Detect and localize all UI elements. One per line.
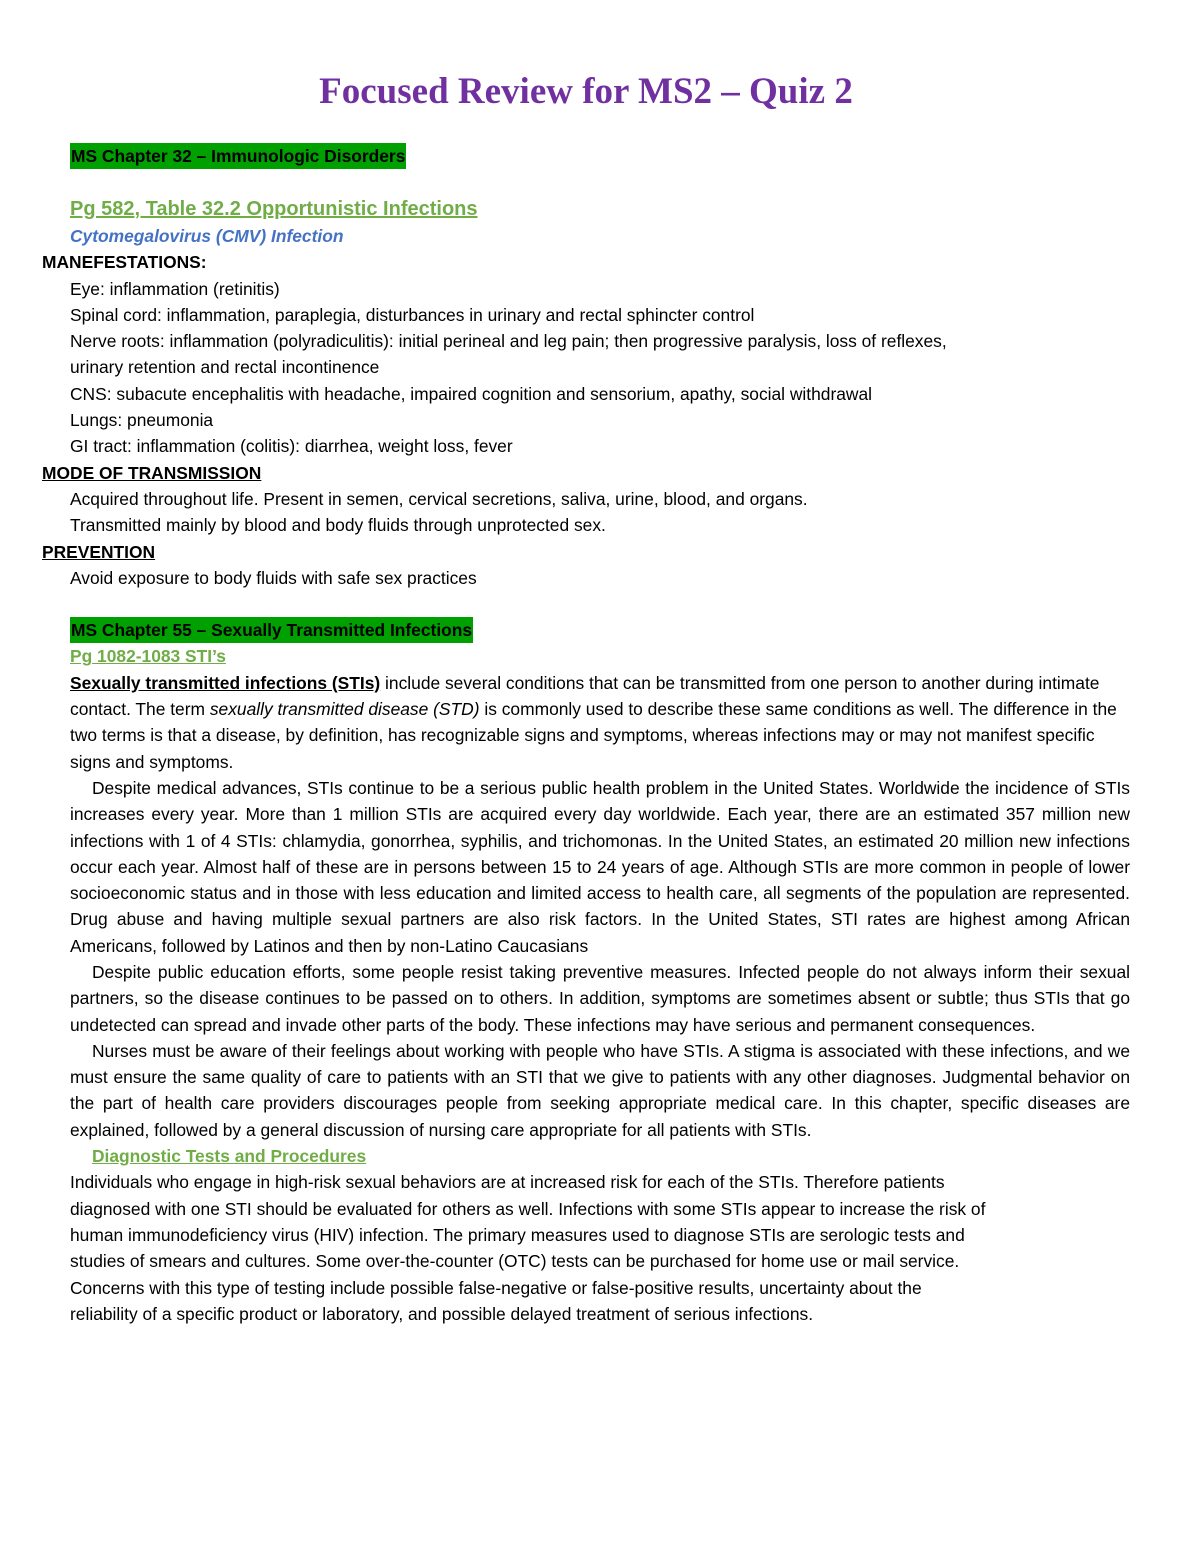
spacer: [42, 169, 1130, 195]
spacer: [42, 591, 1130, 617]
diagnostic-line: reliability of a specific product or laboratory, and possible delayed treatment of serious infections.: [70, 1303, 814, 1324]
transmission-item: Transmitted mainly by blood and body fluids through unprotected sex.: [70, 515, 606, 536]
diagnostic-heading-row: [42, 1143, 1130, 1169]
page-reference: [42, 643, 1130, 669]
diagnostic-line: studies of smears and cultures. Some over-the-counter (OTC) tests can be purchased for home use or mail service.: [70, 1251, 960, 1272]
manifestations-label-row: [42, 249, 1130, 275]
table-ref-link: Pg 582, Table 32.2 Opportunistic Infections: [70, 197, 478, 220]
body-paragraph: Nurses must be aware of their feelings about working with people who have STIs. A stigma is associated with these infections, and we must ensure the same quality of care to patients with an STI that we give to patients with any other diagnoses. Judgmental behavior on the part of health care providers discourages people from seeking appropriate medical care. In this chapter, specific diseases are explained, followed by a general discussion of nursing care appropriate for all patients with STIs.: [70, 1040, 1130, 1140]
std-term: sexually transmitted disease (STD): [209, 699, 480, 720]
intro-text-b: is commonly used to describe these same conditions as well. The difference in the two terms is that a disease, by definition, has recognizable signs and symptoms, whereas infections may or may not manifest specific signs and symptoms.: [70, 699, 1117, 772]
body-paragraph: Despite medical advances, STIs continue to be a serious public health problem in the United States. Worldwide the incidence of STIs increases every year. More than 1 million STIs are acquired every day worldwide. Each year, there are an estimated 357 million new infections with 1 of 4 STIs: chlamydia, gonorrhea, syphilis, and trichomonas. In the United States, an estimated 20 million new infections occur each year. Almost half of these are in persons between 15 to 24 years of age. Although STIs are more common in people of lower socioeconomic status and in those with less education and limited access to health care, all segments of the population are represented. Drug abuse and having multiple sexual partners are also risk factors. In the United States, STI rates are highest among African Americans, followed by Latinos and then by non-Latino Caucasians: [70, 777, 1130, 956]
transmission-label-row: [42, 460, 1130, 486]
chapter-heading-55: [42, 617, 1130, 643]
manifestation-item: GI tract: inflammation (colitis): diarrhea, weight loss, fever: [70, 436, 513, 457]
intro-paragraph: [42, 670, 1130, 775]
prevention-label-row: [42, 539, 1130, 565]
manifestation-item: Spinal cord: inflammation, paraplegia, disturbances in urinary and rectal sphincter control: [70, 304, 755, 325]
manifestation-item: CNS: subacute encephalitis with headache, impaired cognition and sensorium, apathy, social withdrawal: [70, 383, 873, 404]
diagnostic-heading: Diagnostic Tests and Procedures: [92, 1146, 367, 1167]
page-ref-link: Pg 1082-1083 STI’s: [70, 646, 226, 667]
page-title: Focused Review for MS2 – Quiz 2: [319, 71, 853, 112]
chapter-heading-32: [42, 143, 1130, 169]
manifestation-item: Lungs: pneumonia: [70, 410, 214, 431]
infection-heading: [42, 223, 1130, 249]
infection-name: Cytomegalovirus (CMV) Infection: [70, 225, 344, 246]
transmission-item: Acquired throughout life. Present in semen, cervical secretions, saliva, urine, blood, and organs.: [70, 488, 808, 509]
sti-term: Sexually transmitted infections (STIs): [70, 672, 381, 693]
manifestation-item: Eye: inflammation (retinitis): [70, 278, 280, 299]
prevention-text: Avoid exposure to body fluids with safe sex practices: [70, 567, 477, 588]
manifestations-label: MANEFESTATIONS:: [42, 252, 207, 273]
chapter-label: MS Chapter 32 – Immunologic Disorders: [70, 143, 406, 169]
manifestation-item: Nerve roots: inflammation (polyradiculitis): initial perineal and leg pain; then progressive paralysis, loss of reflexes,: [70, 331, 947, 352]
manifestation-item: urinary retention and rectal incontinence: [70, 357, 380, 378]
body-paragraph: Despite public education efforts, some people resist taking preventive measures. Infected people do not always inform their sexual partners, so the disease continues to be passed on to others. In addition, symptoms are sometimes absent or subtle; thus STIs that go undetected can spread and invade other parts of the body. These infections may have serious and permanent consequences.: [70, 962, 1130, 1035]
transmission-label: MODE OF TRANSMISSION: [42, 462, 262, 483]
diagnostic-line: diagnosed with one STI should be evaluated for others as well. Infections with some STIs appear to increase the risk of: [70, 1198, 986, 1219]
table-reference: [42, 195, 1130, 223]
diagnostic-line: Concerns with this type of testing include possible false-negative or false-positive results, uncertainty about the: [70, 1277, 922, 1298]
chapter-label: MS Chapter 55 – Sexually Transmitted Infections: [70, 617, 473, 643]
diagnostic-line: human immunodeficiency virus (HIV) infection. The primary measures used to diagnose STIs are serologic tests and: [70, 1224, 965, 1245]
intro-text-a: include several conditions that can be transmitted from one person to another during intimate contact. The term: [70, 672, 1100, 720]
prevention-label: PREVENTION: [42, 541, 156, 562]
diagnostic-line: Individuals who engage in high-risk sexual behaviors are at increased risk for each of the STIs. Therefore patients: [70, 1172, 945, 1193]
